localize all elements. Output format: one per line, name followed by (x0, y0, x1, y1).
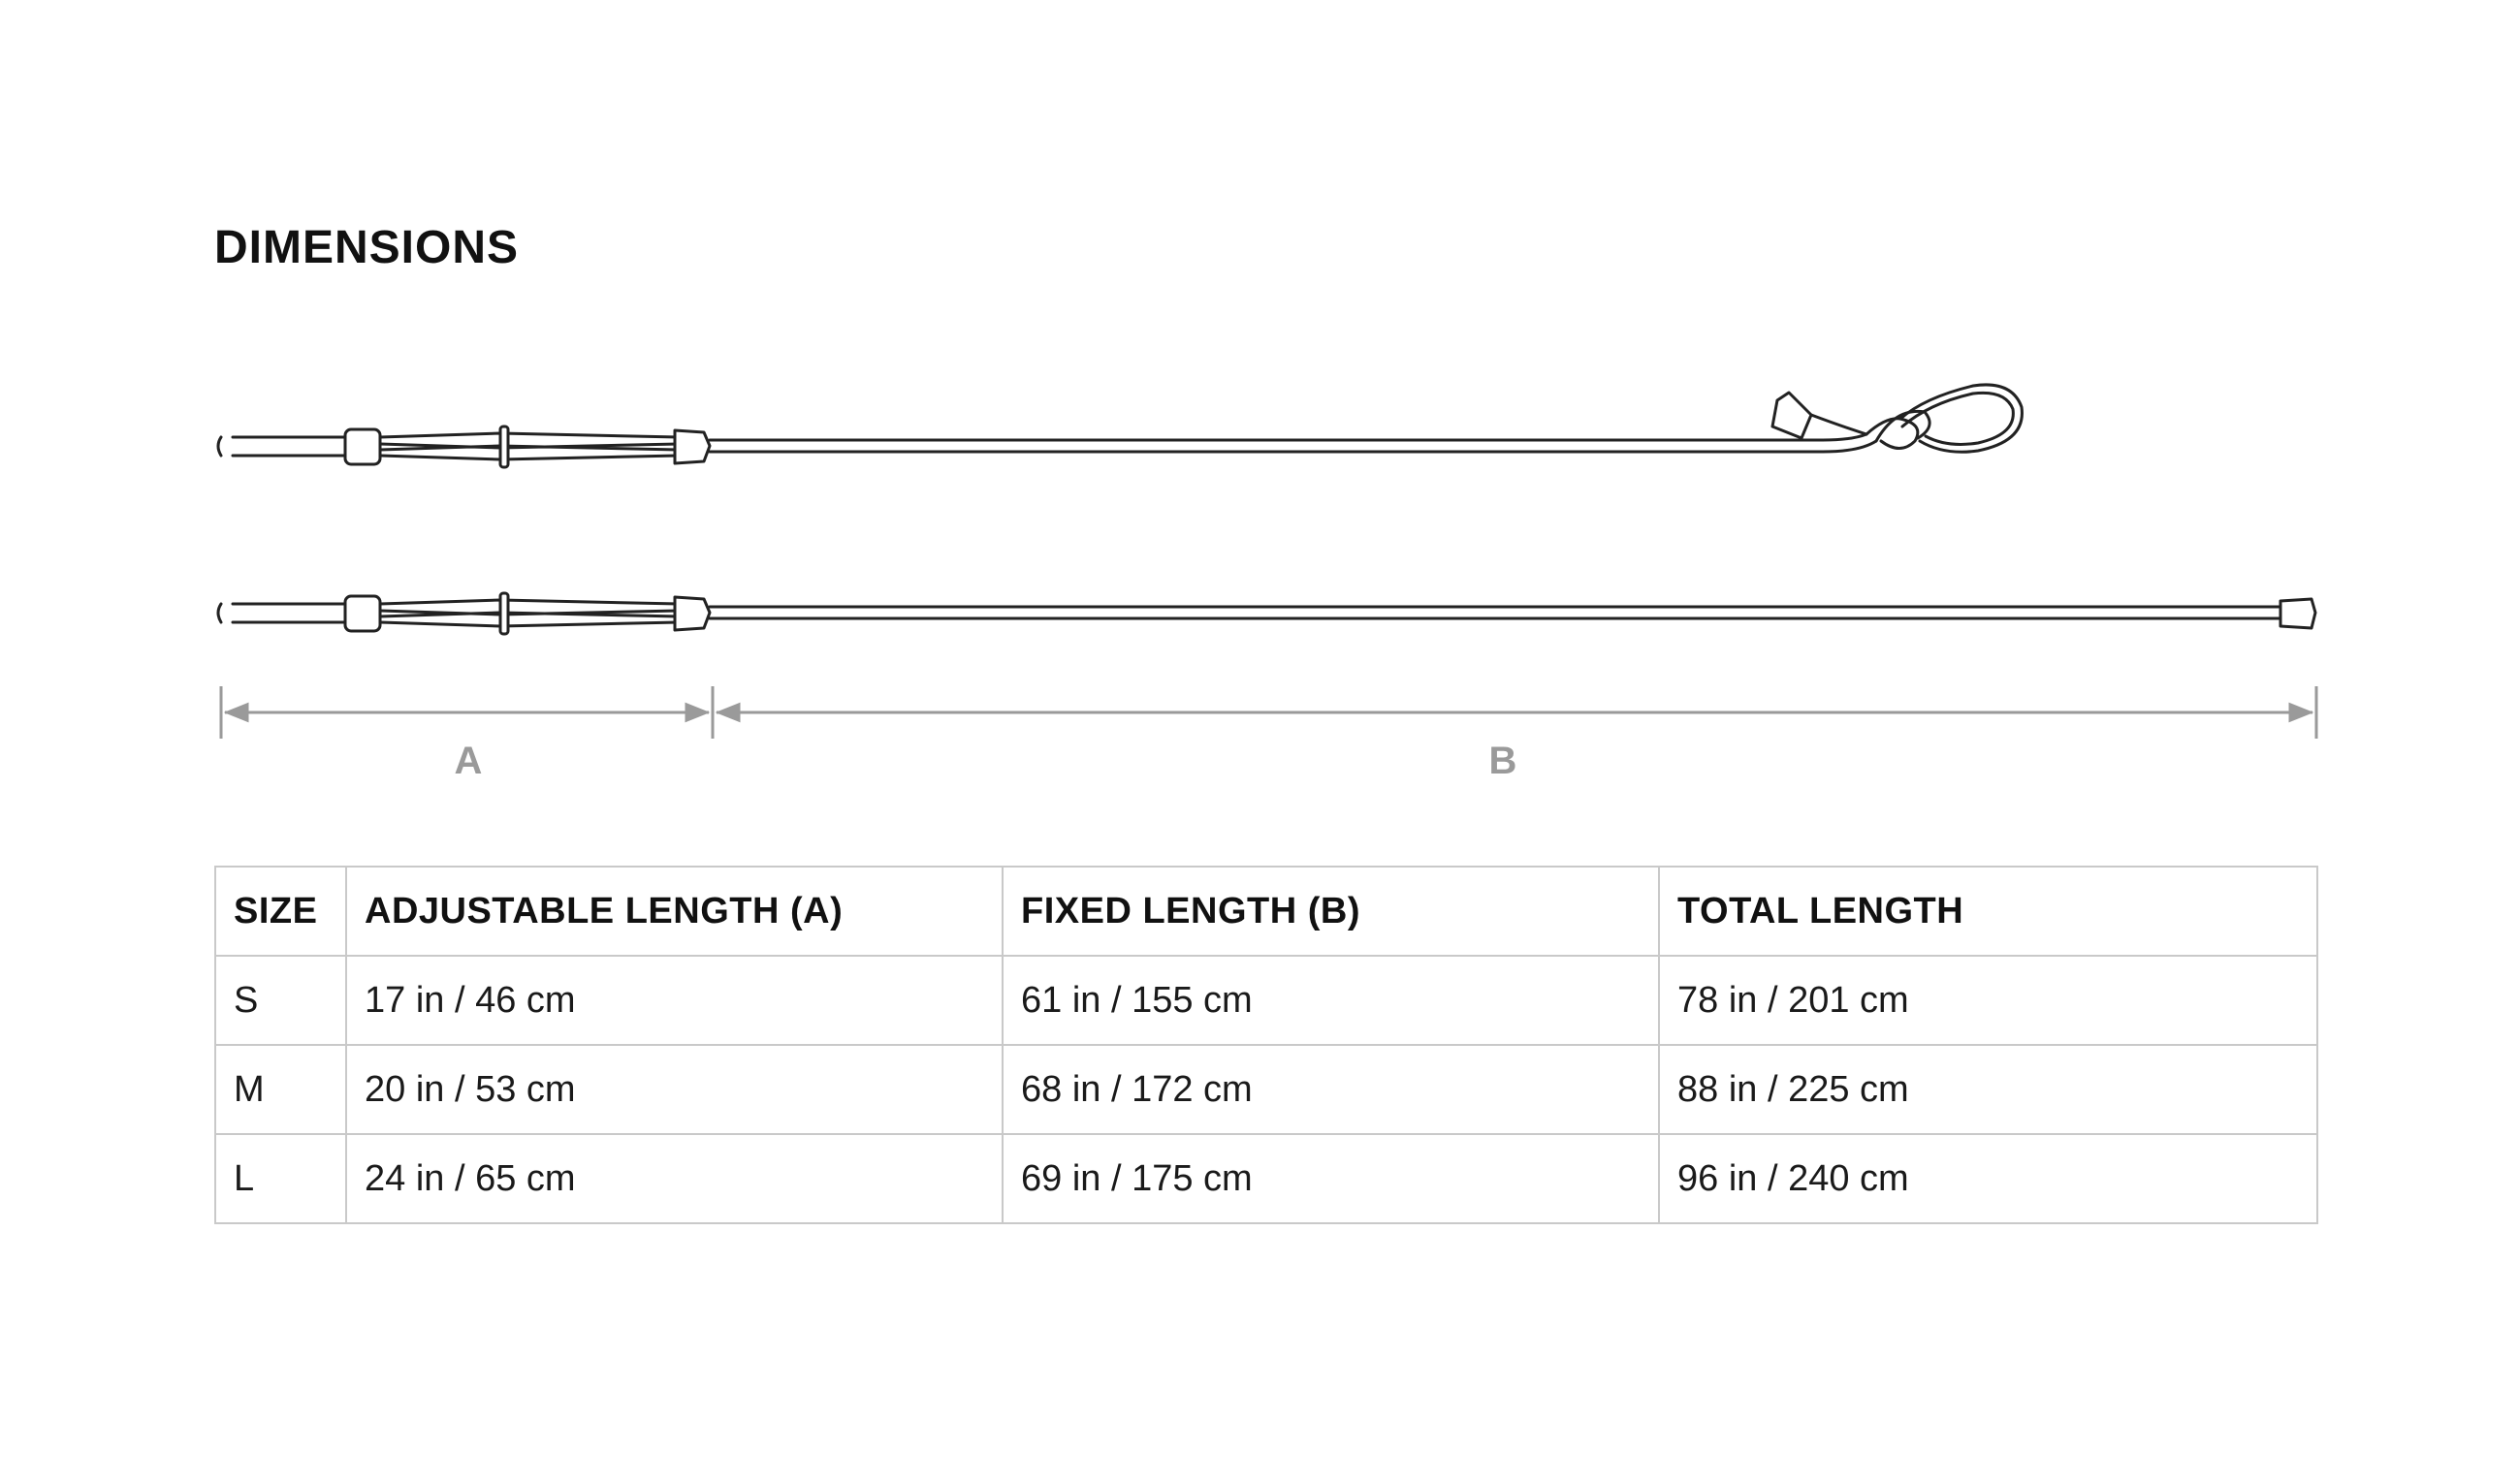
dimension-lines (221, 686, 2316, 739)
cell-total-length: 78 in / 201 cm (1659, 956, 2317, 1045)
table-row (215, 1134, 2317, 1223)
cell-fixed-length: 69 in / 175 cm (1003, 1134, 1659, 1223)
cell-adjustable-length: 20 in / 53 cm (346, 1045, 1003, 1134)
cord-end-cap (675, 430, 710, 463)
cord-end-cap (2280, 599, 2315, 628)
cell-size: L (215, 1134, 346, 1223)
fixed-cord (710, 434, 1876, 452)
cord-end-cap (675, 597, 710, 630)
cell-total-length: 96 in / 240 cm (1659, 1134, 2317, 1223)
dimension-b-label: B (1488, 740, 1517, 782)
cell-fixed-length: 68 in / 172 cm (1003, 1045, 1659, 1134)
table-header-row (215, 867, 2317, 956)
slider-bead (345, 596, 380, 631)
header-fixed-length: FIXED LENGTH (B) (1003, 867, 1659, 956)
page-title: DIMENSIONS (214, 222, 520, 273)
fixed-cord (710, 607, 2280, 618)
header-size: SIZE (215, 867, 346, 956)
loop-icon (1900, 385, 2022, 452)
leash-straight (218, 593, 2315, 634)
leash-with-loop (218, 385, 2022, 467)
cell-size: S (215, 956, 346, 1045)
cell-size: M (215, 1045, 346, 1134)
cell-total-length: 88 in / 225 cm (1659, 1045, 2317, 1134)
cord-stopper (500, 593, 508, 634)
table-row (215, 1045, 2317, 1134)
header-adjustable-length: ADJUSTABLE LENGTH (A) (346, 867, 1003, 956)
cord-tip (218, 604, 221, 622)
adjustable-cord-end (233, 437, 349, 456)
table-row (215, 956, 2317, 1045)
slider-bead (345, 429, 380, 464)
cord-tip (218, 437, 221, 456)
dimensions-table (214, 866, 2318, 1224)
adjustable-cord-end (233, 604, 349, 622)
cell-adjustable-length: 17 in / 46 cm (346, 956, 1003, 1045)
cell-adjustable-length: 24 in / 65 cm (346, 1134, 1003, 1223)
dimension-a-label: A (454, 740, 483, 782)
hanging-tag (1772, 393, 1811, 438)
cell-fixed-length: 61 in / 155 cm (1003, 956, 1659, 1045)
header-total-length: TOTAL LENGTH (1659, 867, 2317, 956)
cord-stopper (500, 426, 508, 467)
